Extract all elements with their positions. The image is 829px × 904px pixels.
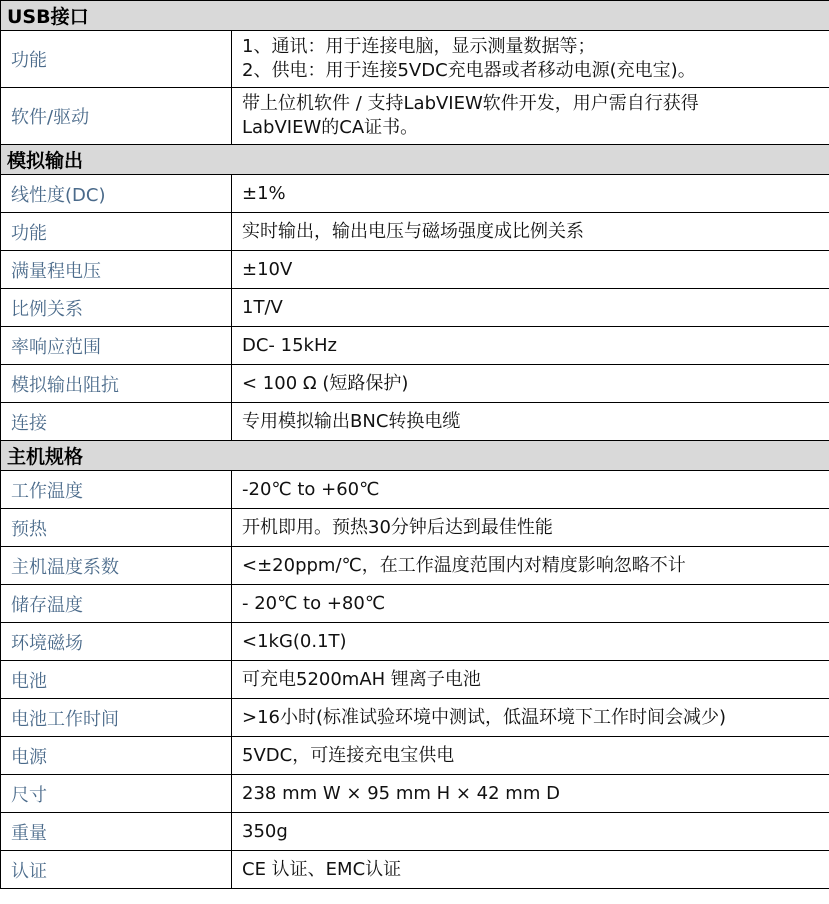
table-row (1, 289, 829, 327)
row-label: 认证 (1, 851, 232, 889)
row-label: 线性度(DC) (1, 175, 232, 213)
row-label: 电源 (1, 737, 232, 775)
table-row (1, 699, 829, 737)
table-row (1, 365, 829, 403)
table-row (1, 213, 829, 251)
row-label: 比例关系 (1, 289, 232, 327)
table-row (1, 31, 829, 88)
row-label: 功能 (1, 31, 232, 88)
row-value: >16小时(标准试验环境中测试，低温环境下工作时间会减少) (232, 699, 829, 737)
row-label: 功能 (1, 213, 232, 251)
table-row (1, 471, 829, 509)
row-value: ±10V (232, 251, 829, 289)
row-label: 满量程电压 (1, 251, 232, 289)
value-line: 带上位机软件 / 支持LabVIEW软件开发，用户需自行获得 (242, 93, 699, 114)
section-title-usb: USB接口 (1, 1, 829, 31)
value-line: 2、供电：用于连接5VDC充电器或者移动电源(充电宝)。 (242, 60, 696, 81)
section-header (1, 145, 829, 175)
table-row (1, 623, 829, 661)
row-value: CE 认证、EMC认证 (232, 851, 829, 889)
table-row (1, 775, 829, 813)
table-row (1, 547, 829, 585)
row-value: < 100 Ω (短路保护) (232, 365, 829, 403)
row-value: 238 mm W × 95 mm H × 42 mm D (232, 775, 829, 813)
section-header (1, 441, 829, 471)
row-value: 1T/V (232, 289, 829, 327)
row-value: 5VDC，可连接充电宝供电 (232, 737, 829, 775)
row-label: 电池 (1, 661, 232, 699)
row-value (232, 31, 829, 88)
row-value: 实时输出，输出电压与磁场强度成比例关系 (232, 213, 829, 251)
table-row (1, 661, 829, 699)
table-row (1, 88, 829, 145)
table-row (1, 585, 829, 623)
row-value: - 20℃ to +80℃ (232, 585, 829, 623)
table-row (1, 737, 829, 775)
section-header (1, 1, 829, 31)
table-row (1, 509, 829, 547)
table-row (1, 251, 829, 289)
table-row (1, 813, 829, 851)
table-row (1, 851, 829, 889)
table-row (1, 403, 829, 441)
row-label: 电池工作时间 (1, 699, 232, 737)
row-value: DC- 15kHz (232, 327, 829, 365)
row-value (232, 88, 829, 145)
section-title-analog-output: 模拟输出 (1, 145, 829, 175)
row-label: 重量 (1, 813, 232, 851)
table-row (1, 327, 829, 365)
row-value: <1kG(0.1T) (232, 623, 829, 661)
section-title-host-specs: 主机规格 (1, 441, 829, 471)
value-line: LabVIEW的CA证书。 (242, 117, 419, 138)
row-value: <±20ppm/℃，在工作温度范围内对精度影响忽略不计 (232, 547, 829, 585)
row-label: 主机温度系数 (1, 547, 232, 585)
row-label: 尺寸 (1, 775, 232, 813)
row-value: ±1% (232, 175, 829, 213)
row-value: -20℃ to +60℃ (232, 471, 829, 509)
value-line: 1、通讯：用于连接电脑，显示测量数据等； (242, 36, 596, 57)
row-value: 专用模拟输出BNC转换电缆 (232, 403, 829, 441)
row-label: 储存温度 (1, 585, 232, 623)
row-value: 350g (232, 813, 829, 851)
row-label: 模拟输出阻抗 (1, 365, 232, 403)
row-value: 可充电5200mAH 锂离子电池 (232, 661, 829, 699)
row-label: 率响应范围 (1, 327, 232, 365)
row-value: 开机即用。预热30分钟后达到最佳性能 (232, 509, 829, 547)
row-label: 预热 (1, 509, 232, 547)
row-label: 软件/驱动 (1, 88, 232, 145)
row-label: 连接 (1, 403, 232, 441)
row-label: 环境磁场 (1, 623, 232, 661)
row-label: 工作温度 (1, 471, 232, 509)
table-row (1, 175, 829, 213)
